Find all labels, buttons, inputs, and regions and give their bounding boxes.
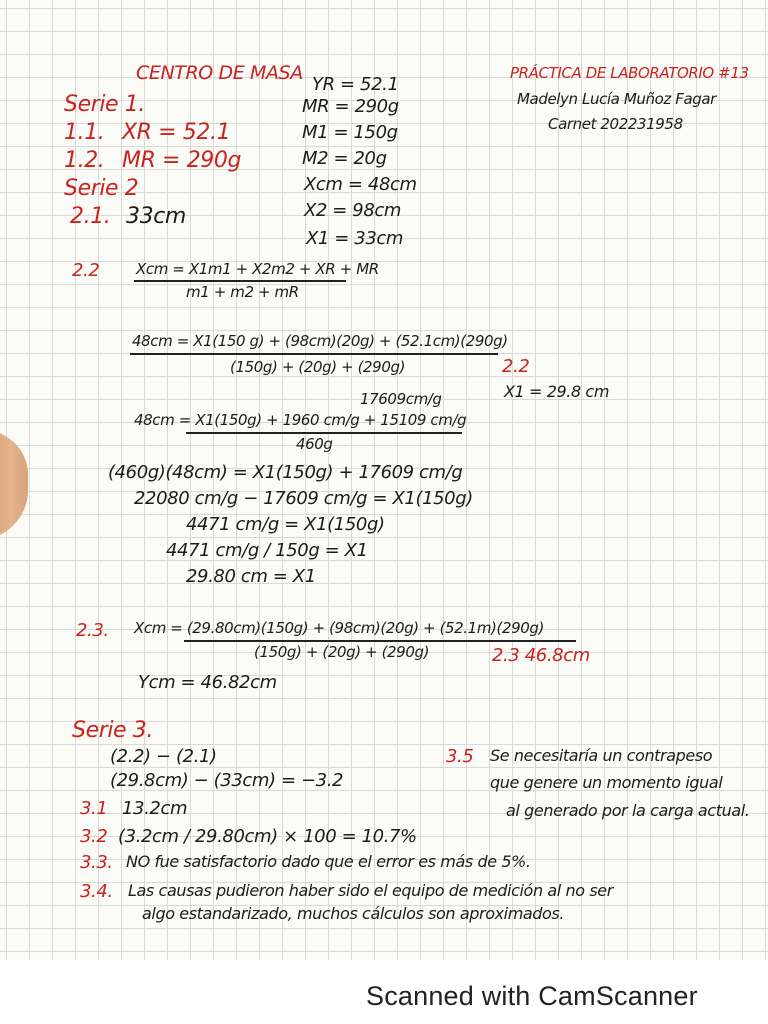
q31-label: 3.1 [80,798,108,819]
q21-label: 2.1. [70,204,111,229]
q23-label: 2.3. [76,620,109,641]
step3: (460g)(48cm) = X1(150g) + 17609 cm/g [108,462,463,483]
q32-label: 3.2 [80,826,108,847]
step2-top: 17609cm/g [360,390,442,408]
step1-fraction-bar [130,353,498,355]
data-m1: M1 = 150g [302,122,398,143]
step2-numerator: 48cm = X1(150g) + 1960 cm/g + 15109 cm/g [134,411,467,429]
data-yr: YR = 52.1 [312,74,399,95]
carnet: Carnet 202231958 [548,115,683,133]
q31-value: 13.2cm [122,798,188,819]
formula-denominator: m1 + m2 + mR [186,283,299,301]
step1-numerator: 48cm = X1(150 g) + (98cm)(20g) + (52.1cm)(290g) [132,332,508,350]
q34-label: 3.4. [80,881,113,902]
serie3-line2: (29.8cm) − (33cm) = −3.2 [110,770,344,791]
q35-label: 3.5 [446,746,474,767]
step5: 4471 cm/g = X1(150g) [186,514,385,535]
step6: 4471 cm/g / 150g = X1 [166,540,368,561]
data-x2: X2 = 98cm [304,200,402,221]
formula-numerator: Xcm = X1m1 + X2m2 + XR + MR [136,260,379,278]
serie-2-heading: Serie 2 [64,176,139,201]
step2-fraction-bar [186,432,462,434]
q33-label: 3.3. [80,852,113,873]
finger-photo-artifact [0,430,28,540]
q12-value: MR = 290g [122,148,242,173]
q22-label: 2.2 [72,260,100,281]
answer-22-label: 2.2 [502,356,530,377]
q34-line2: algo estandarizado, muchos cálculos son aproximados. [142,904,565,923]
q23-result: Ycm = 46.82cm [138,672,277,693]
serie-1-heading: Serie 1. [64,92,145,117]
formula-fraction-bar [134,280,346,282]
camscanner-watermark: Scanned with CamScanner [366,981,698,1011]
data-m2: M2 = 20g [302,148,387,169]
practice-title: PRÁCTICA DE LABORATORIO #13 [510,64,749,82]
q23-numerator: Xcm = (29.80cm)(150g) + (98cm)(20g) + (52.1m)(290g) [134,619,544,637]
q35-line1: Se necesitaría un contrapeso [490,746,713,765]
q23-answer: 2.3 46.8cm [492,645,590,666]
q32-value: (3.2cm / 29.80cm) × 100 = 10.7% [118,826,417,847]
serie-3-heading: Serie 3. [72,718,153,743]
step4: 22080 cm/g − 17609 cm/g = X1(150g) [134,488,473,509]
q35-line3: al generado por la carga actual. [506,801,750,820]
q23-fraction-bar [184,640,576,642]
data-xcm: Xcm = 48cm [304,174,417,195]
answer-22-value: X1 = 29.8 cm [504,382,610,401]
q34-line1: Las causas pudieron haber sido el equipo de medición al no ser [128,881,613,900]
q35-line2: que genere un momento igual [490,773,723,792]
page-title: CENTRO DE MASA [136,62,303,84]
step1-denominator: (150g) + (20g) + (290g) [230,358,406,376]
q21-value: 33cm [126,204,186,229]
data-mr: MR = 290g [302,96,399,117]
q11-label: 1.1. [64,120,105,145]
step7: 29.80 cm = X1 [186,566,316,587]
step2-denominator: 460g [296,435,333,453]
q33-value: NO fue satisfactorio dado que el error es más de 5%. [126,852,531,871]
data-x1: X1 = 33cm [306,228,404,249]
author-name: Madelyn Lucía Muñoz Fagar [517,90,716,108]
q23-denominator: (150g) + (20g) + (290g) [254,643,430,661]
q12-label: 1.2. [64,148,105,173]
serie3-line1: (2.2) − (2.1) [110,746,217,767]
q11-value: XR = 52.1 [122,120,231,145]
